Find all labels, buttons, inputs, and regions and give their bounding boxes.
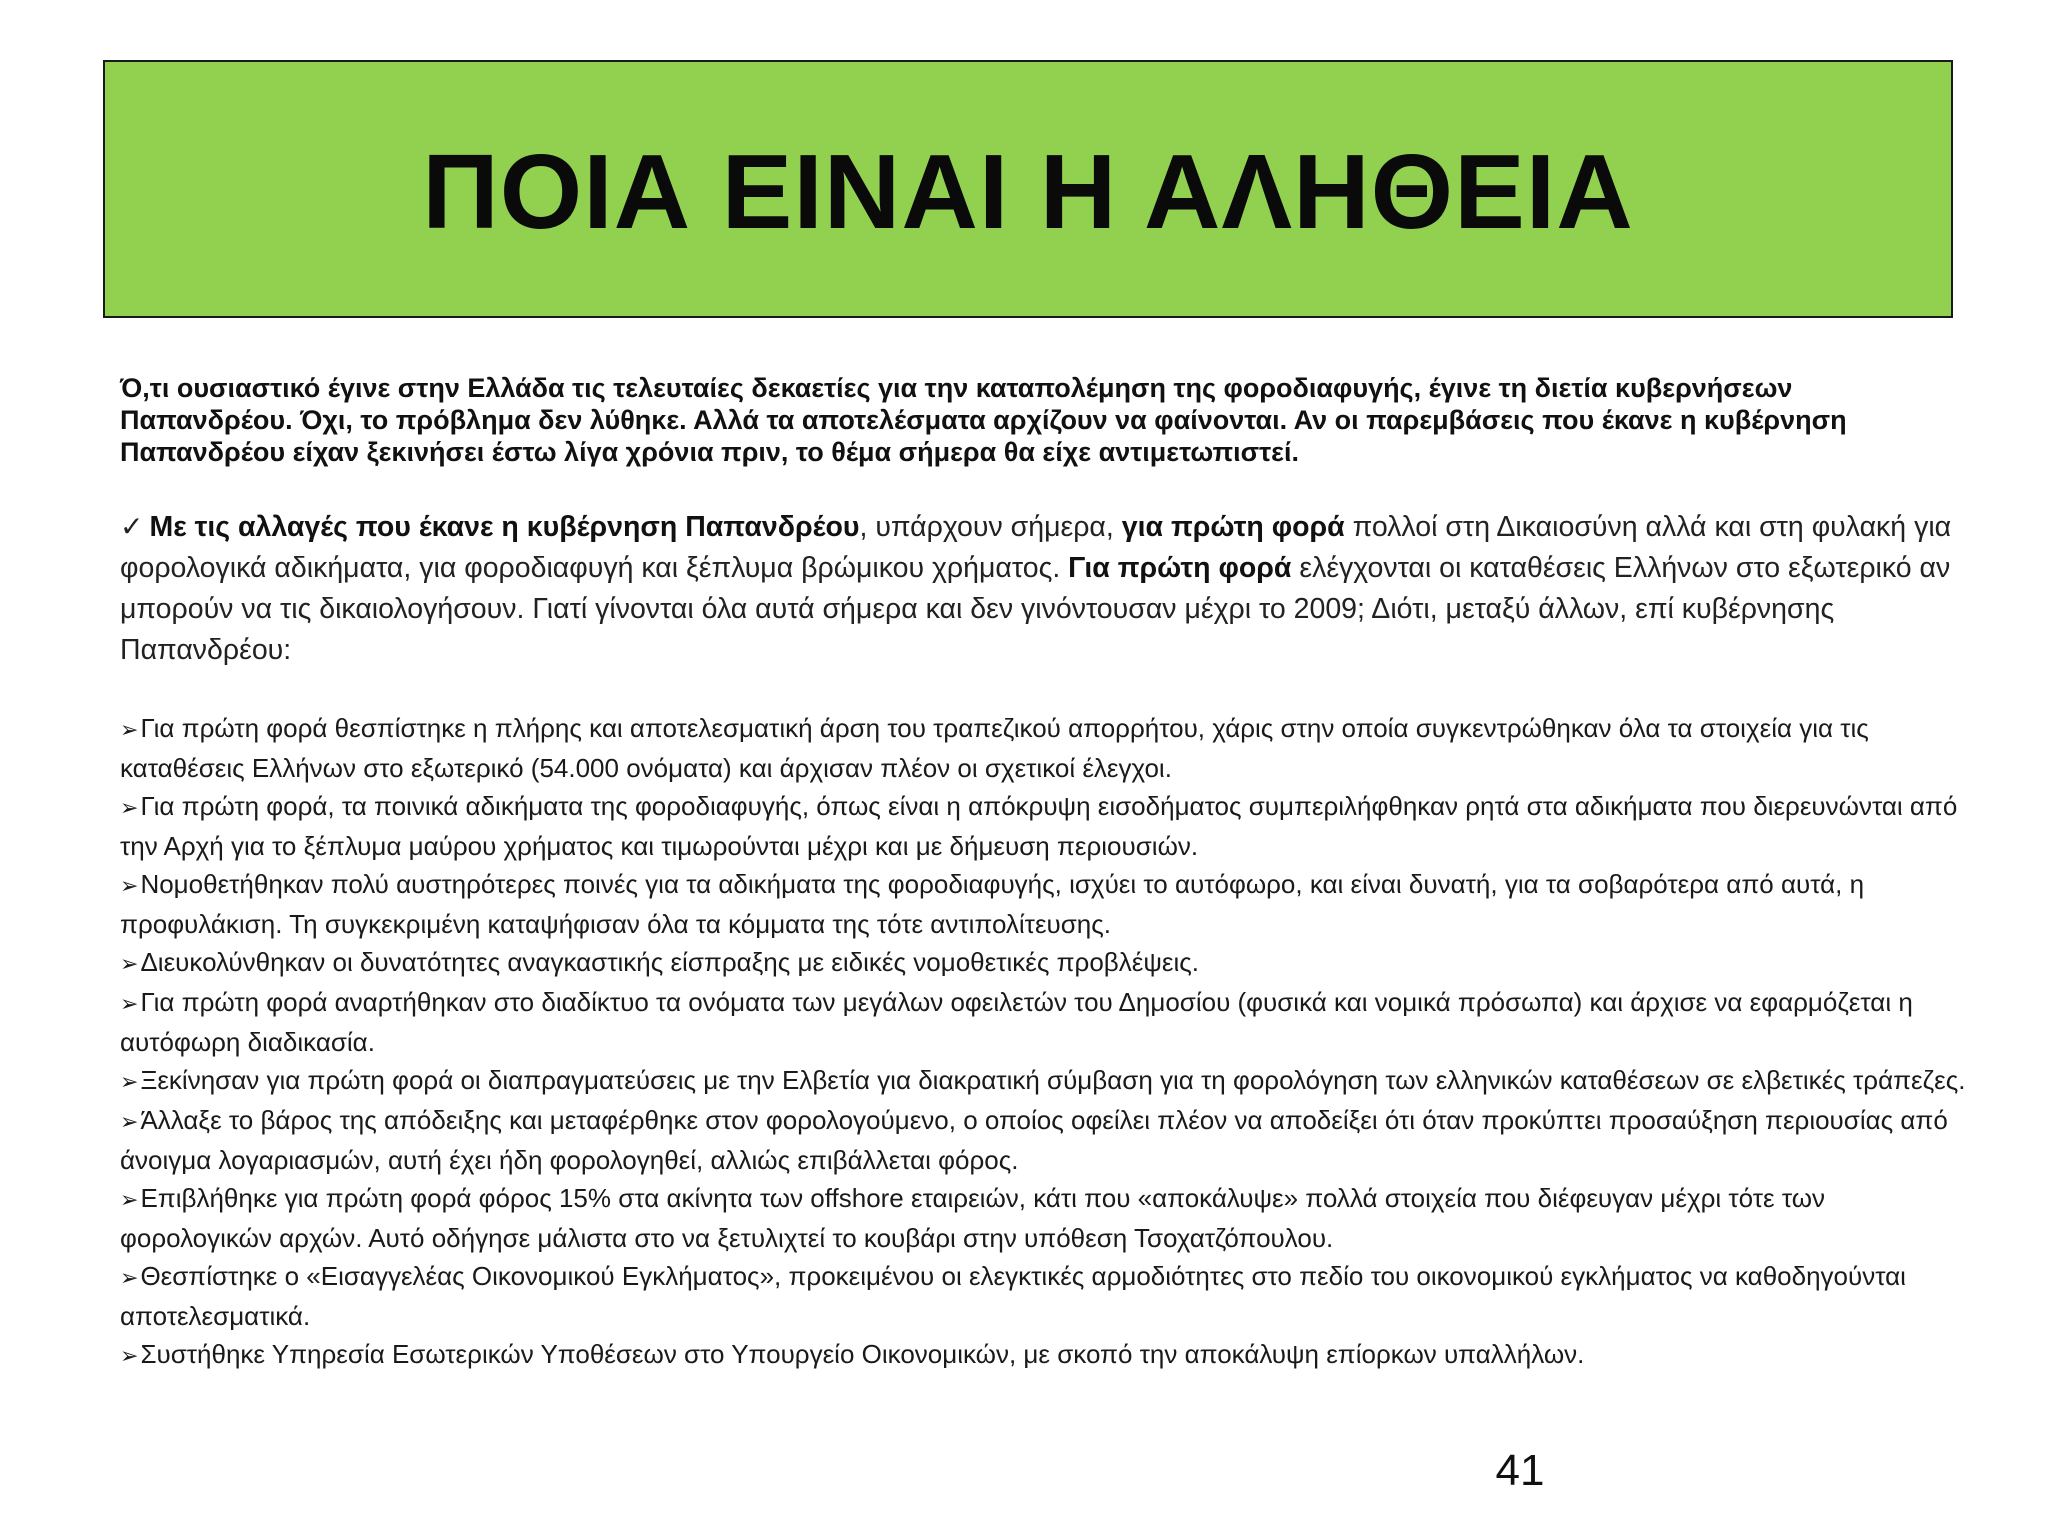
bullet-list <box>120 709 1970 1375</box>
arrow-bullet-icon: ➢ <box>120 795 139 820</box>
slide-title: ΠΟΙΑ ΕΙΝΑΙ Η ΑΛΗΘΕΙΑ <box>422 132 1634 251</box>
list-item <box>120 1061 1970 1101</box>
list-item <box>120 1257 1970 1335</box>
list-item <box>120 1101 1970 1179</box>
bullet-text: Για πρώτη φορά, τα ποινικά αδικήματα της φοροδιαφυγής, όπως είναι η απόκρυψη εισοδήματος συμπεριλήφθηκαν ρητά στα αδικήματα που διερευνώνται από την Αρχή για το ξέπλυμα μαύρου χρήματος και τιμωρούνται μέχρι και με δήμευση περιουσιών. <box>120 791 1958 861</box>
list-item <box>120 1179 1970 1257</box>
list-item <box>120 983 1970 1061</box>
intro-paragraph: Ό,τι ουσιαστικό έγινε στην Ελλάδα τις τελευταίες δεκαετίες για την καταπολέμηση της φοροδιαφυγής, έγινε τη διετία κυβερνήσεων Παπανδρέου. Όχι, το πρόβλημα δεν λύθηκε. Αλλά τα αποτελέσματα αρχίζουν να φαίνονται. Αν οι παρεμβάσεις που έκανε η κυβέρνηση Παπανδρέου είχαν ξεκινήσει έστω λίγα χρόνια πριν, το θέμα σήμερα θα είχε αντιμετωπιστεί. <box>120 373 1847 467</box>
arrow-bullet-icon: ➢ <box>120 1265 139 1290</box>
check-bold-3: Για πρώτη φορά <box>1068 552 1292 584</box>
arrow-bullet-icon: ➢ <box>120 1069 139 1094</box>
bullet-text: Ξεκίνησαν για πρώτη φορά οι διαπραγματεύσεις με την Ελβετία για διακρατική σύμβαση για τη φορολόγηση των ελληνικών καταθέσεων σε ελβετικές τράπεζες. <box>140 1065 1966 1095</box>
arrow-bullet-icon: ➢ <box>120 1109 139 1134</box>
list-item <box>120 709 1970 787</box>
list-item <box>120 787 1970 865</box>
check-paragraph <box>120 506 1970 671</box>
bullet-text: Θεσπίστηκε ο «Εισαγγελέας Οικονομικού Εγκλήματος», προκειμένου οι ελεγκτικές αρμοδιότητες στο πεδίο του οικονομικού εγκλήματος να καθοδηγούνται αποτελεσματικά. <box>120 1261 1906 1331</box>
check-bold-2: για πρώτη φορά <box>1121 511 1345 543</box>
arrow-bullet-icon: ➢ <box>120 991 139 1016</box>
bullet-text: Διευκολύνθηκαν οι δυνατότητες αναγκαστικής είσπραξης με ειδικές νομοθετικές προβλέψεις. <box>140 947 1199 977</box>
bullet-text: Επιβλήθηκε για πρώτη φορά φόρος 15% στα ακίνητα των offshore εταιρειών, κάτι που «αποκάλυψε» πολλά στοιχεία που διέφευγαν μέχρι τότε των φορολογικών αρχών. Αυτό οδήγησε μάλιστα στο να ξετυλιχτεί το κουβάρι στην υπόθεση Τσοχατζόπουλου. <box>120 1183 1826 1253</box>
bullet-text: Για πρώτη φορά αναρτήθηκαν στο διαδίκτυο τα ονόματα των μεγάλων οφειλετών του Δημοσίου (φυσικά και νομικά πρόσωπα) και άρχισε να εφαρμόζεται η αυτόφωρη διαδικασία. <box>120 987 1913 1057</box>
arrow-bullet-icon: ➢ <box>120 951 139 976</box>
bullet-text: Για πρώτη φορά θεσπίστηκε η πλήρης και αποτελεσματική άρση του τραπεζικού απορρήτου, χάρις στην οποία συγκεντρώθηκαν όλα τα στοιχεία για τις καταθέσεις Ελλήνων στο εξωτερικό (54.000 ονόματα) και άρχισαν πλέον οι σχετικοί έλεγχοι. <box>120 713 1869 783</box>
list-item <box>120 865 1970 943</box>
arrow-bullet-icon: ➢ <box>120 1187 139 1212</box>
arrow-bullet-icon: ➢ <box>120 873 139 898</box>
title-banner <box>103 60 1953 318</box>
bullet-text: Νομοθετήθηκαν πολύ αυστηρότερες ποινές για τα αδικήματα της φοροδιαφυγής, ισχύει το αυτόφωρο, και είναι δυνατή, για τα σοβαρότερα από αυτά, η προφυλάκιση. Τη συγκεκριμένη καταψήφισαν όλα τα κόμματα της τότε αντιπολίτευσης. <box>120 869 1865 939</box>
bullet-text: Συστήθηκε Υπηρεσία Εσωτερικών Υποθέσεων στο Υπουργείο Οικονομικών, με σκοπό την αποκάλυψη επίορκων υπαλλήλων. <box>140 1339 1585 1369</box>
check-text-1: , υπάρχουν σήμερα, <box>859 511 1122 543</box>
check-text-2: πολλοί στη Δικαιοσύνη αλλά και στη φυλακή για φορολογικά αδικήματα, για φοροδιαφυγή και ξέπλυμα βρώμικου χρήματος. <box>120 511 1952 584</box>
check-text-3: ελέγχονται οι καταθέσεις Ελλήνων στο εξωτερικό αν μπορούν να τις δικαιολογήσουν. Γιατί γίνονται όλα αυτά σήμερα και δεν γινόντουσαν μέχρι το 2009; Διότι, μεταξύ άλλων, επί κυβέρνησης Παπανδρέου: <box>120 552 1951 666</box>
checkmark-icon: ✓ <box>120 511 144 542</box>
arrow-bullet-icon: ➢ <box>120 717 139 742</box>
bullet-text: Άλλαξε το βάρος της απόδειξης και μεταφέρθηκε στον φορολογούμενο, ο οποίος οφείλει πλέον να αποδείξει ότι όταν προκύπτει προσαύξηση περιουσίας από άνοιγμα λογαριασμών, αυτή έχει ήδη φορολογηθεί, αλλιώς επιβάλλεται φόρος. <box>120 1105 1948 1175</box>
list-item <box>120 943 1970 983</box>
arrow-bullet-icon: ➢ <box>120 1343 139 1368</box>
page-number: 41 <box>1495 1446 1545 1495</box>
check-bold-1: Με τις αλλαγές που έκανε η κυβέρνηση Παπανδρέου <box>149 511 860 543</box>
list-item <box>120 1335 1970 1375</box>
